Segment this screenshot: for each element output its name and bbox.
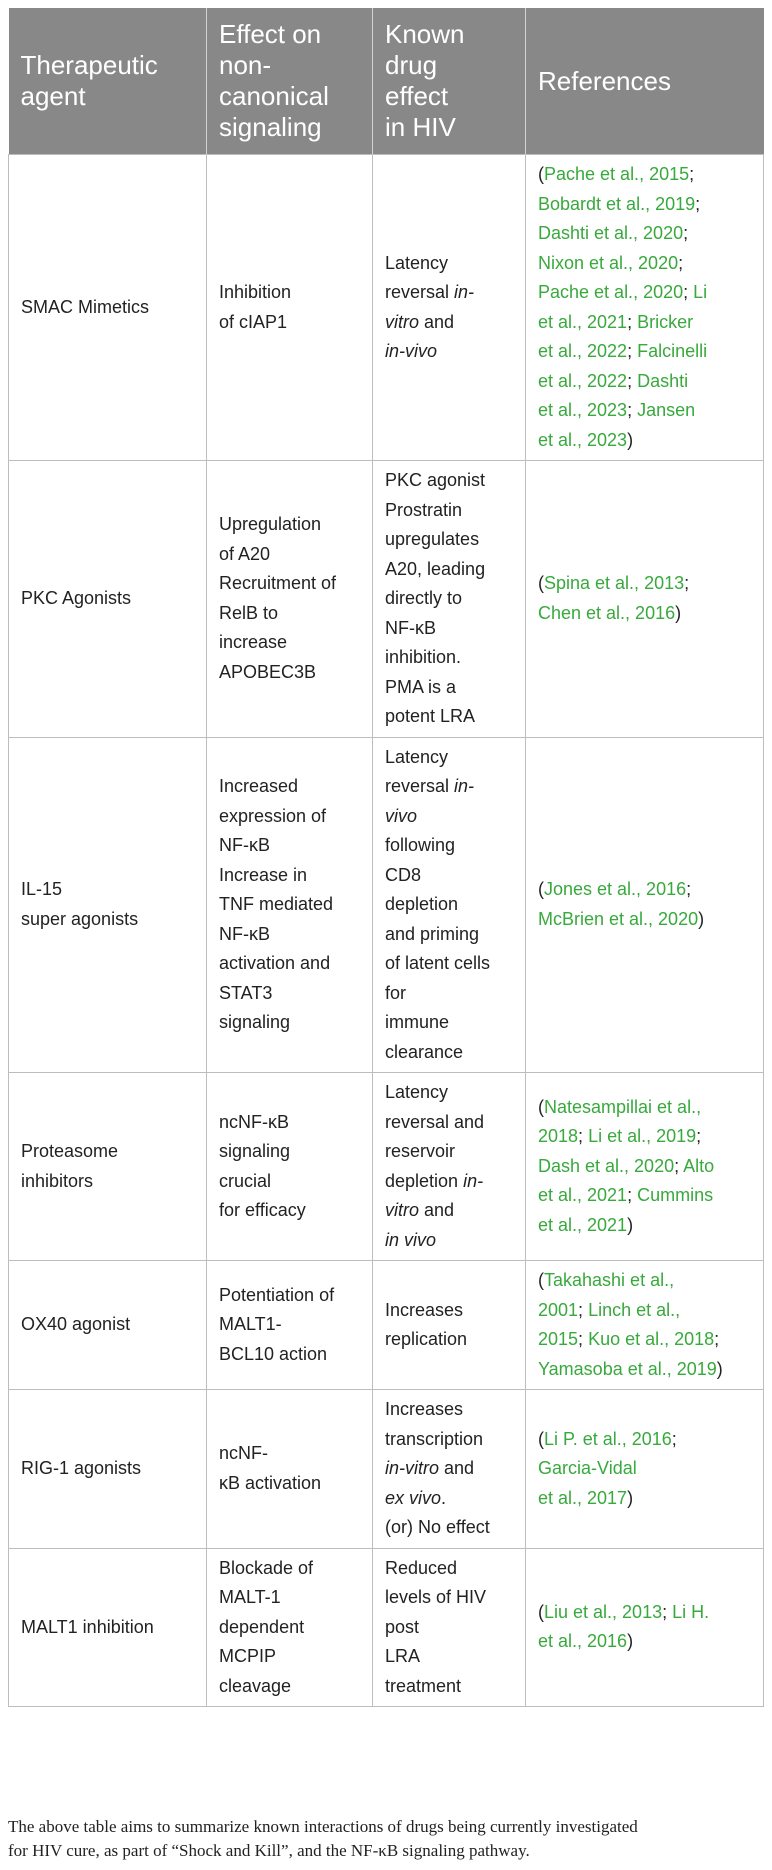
cell-references-line xyxy=(538,1355,751,1385)
reference-link[interactable]: Dashti xyxy=(637,370,689,391)
cell-drug-effect-line xyxy=(385,1454,513,1484)
cell-therapeutic-agent-line: MALT1 inhibition xyxy=(21,1616,154,1637)
reference-punctuation: ; xyxy=(686,879,692,900)
cell-drug-effect-line xyxy=(385,861,513,891)
table-row xyxy=(9,461,764,738)
cell-references xyxy=(526,155,764,461)
italic-text: ex vivo xyxy=(385,1487,442,1508)
cell-signaling-effect-line: of cIAP1 xyxy=(219,311,288,332)
reference-punctuation: ( xyxy=(538,879,544,900)
table-header-row xyxy=(9,8,764,155)
reference-link[interactable]: et al., 2022 xyxy=(538,370,628,391)
table-row xyxy=(9,1390,764,1549)
cell-drug-effect-line xyxy=(385,1137,513,1167)
cell-signaling-effect-line: Upregulation xyxy=(219,514,322,535)
cell-therapeutic-agent-line: inhibitors xyxy=(21,1170,94,1191)
cell-signaling-effect-line: κB activation xyxy=(219,1472,322,1493)
cell-drug-effect xyxy=(373,155,526,461)
cell-drug-effect-line xyxy=(385,1078,513,1108)
cell-text: levels of HIV xyxy=(385,1587,487,1607)
cell-drug-effect-line xyxy=(385,278,513,308)
cell-drug-effect-line xyxy=(385,496,513,526)
header-known-drug-effect: Known drug effect in HIV xyxy=(373,8,526,155)
cell-signaling-effect-line: dependent xyxy=(219,1616,305,1637)
cell-text: Latency xyxy=(385,252,449,273)
cell-references-line xyxy=(538,1296,751,1326)
cell-signaling-effect-line: ncNF- xyxy=(219,1443,268,1464)
cell-drug-effect-line xyxy=(385,308,513,338)
reference-punctuation: ( xyxy=(538,1601,544,1622)
cell-text: post xyxy=(385,1616,420,1637)
reference-punctuation: ; xyxy=(578,1299,589,1320)
italic-text: in- xyxy=(463,1170,484,1191)
cell-drug-effect-line xyxy=(385,525,513,555)
cell-signaling-effect-line: MALT1- xyxy=(219,1314,282,1335)
reference-punctuation: ) xyxy=(627,1214,634,1235)
cell-signaling-effect-line: NF-κB xyxy=(219,923,270,944)
cell-text: NF-κB xyxy=(385,617,436,638)
cell-text: Latency xyxy=(385,1082,449,1102)
cell-references-line xyxy=(538,367,751,397)
cell-drug-effect-line xyxy=(385,249,513,279)
cell-therapeutic-agent xyxy=(9,1548,207,1707)
cell-signaling-effect-line: of A20 xyxy=(219,543,271,564)
cell-signaling-effect-line: TNF mediated xyxy=(219,894,334,914)
cell-text: reservoir xyxy=(385,1141,456,1161)
cell-signaling-effect-line: RelB to xyxy=(219,602,279,623)
cell-therapeutic-agent-line: SMAC Mimetics xyxy=(21,296,150,317)
cell-text: reversal xyxy=(385,776,455,796)
reference-punctuation: ; xyxy=(695,193,701,214)
cell-drug-effect-line xyxy=(385,1425,513,1455)
cell-signaling-effect-line: Increased xyxy=(219,776,299,796)
cell-text: LRA xyxy=(385,1646,421,1666)
reference-link[interactable]: 2001 xyxy=(538,1299,579,1320)
reference-punctuation: ; xyxy=(627,1185,638,1206)
cell-text: CD8 xyxy=(385,864,422,885)
cell-text: treatment xyxy=(385,1675,462,1696)
italic-text: in-vitro xyxy=(385,1458,440,1478)
reference-link[interactable]: Kuo et al., 2018 xyxy=(588,1329,715,1349)
cell-drug-effect-line xyxy=(385,1513,513,1543)
reference-punctuation: ( xyxy=(538,1428,544,1449)
reference-link[interactable]: Pache et al., 2020 xyxy=(538,282,684,302)
cell-text: Increases xyxy=(385,1299,464,1320)
cell-therapeutic-agent-line: IL-15 xyxy=(21,879,63,900)
reference-punctuation: ; xyxy=(684,573,690,594)
reference-link[interactable]: Li P. et al., 2016 xyxy=(544,1428,672,1449)
cell-drug-effect xyxy=(373,461,526,738)
reference-punctuation: ) xyxy=(675,602,682,623)
reference-link[interactable]: Dashti et al., 2020 xyxy=(538,223,684,243)
cell-text: and xyxy=(439,1458,475,1478)
cell-references-line xyxy=(538,278,751,308)
cell-text: and xyxy=(419,311,455,332)
cell-text: clearance xyxy=(385,1041,464,1062)
reference-link[interactable]: Alto xyxy=(683,1155,715,1176)
cell-signaling-effect-line: Potentiation of xyxy=(219,1284,335,1305)
reference-link[interactable]: Li xyxy=(693,282,708,302)
cell-therapeutic-agent-line: Proteasome xyxy=(21,1141,119,1161)
cell-references xyxy=(526,461,764,738)
reference-link[interactable]: Jones et al., 2016 xyxy=(544,879,687,900)
cell-signaling-effect-line: Inhibition xyxy=(219,282,292,302)
cell-signaling-effect-line: signaling xyxy=(219,1141,291,1161)
reference-punctuation: ; xyxy=(662,1601,673,1622)
reference-punctuation: ( xyxy=(538,164,544,184)
cell-signaling-effect-line: increase xyxy=(219,632,288,653)
cell-references-line xyxy=(538,1122,751,1152)
cell-drug-effect-line xyxy=(385,673,513,703)
footnote-line: for HIV cure, as part of “Shock and Kill”, and the NF-κB signaling pathway. xyxy=(8,1841,530,1860)
cell-references-line xyxy=(538,308,751,338)
cell-text: Latency xyxy=(385,746,449,767)
reference-link[interactable]: Li et al., 2019 xyxy=(588,1126,697,1147)
reference-link[interactable]: Dash et al., 2020 xyxy=(538,1155,675,1176)
cell-drug-effect-line xyxy=(385,979,513,1009)
cell-drug-effect-line xyxy=(385,831,513,861)
cell-text: upregulates xyxy=(385,529,480,549)
reference-punctuation: ; xyxy=(683,223,689,243)
cell-text: replication xyxy=(385,1329,468,1349)
cell-signaling-effect-line: cleavage xyxy=(219,1675,292,1696)
reference-punctuation: ) xyxy=(627,1631,634,1652)
reference-punctuation: ) xyxy=(698,908,705,929)
reference-punctuation: ; xyxy=(689,164,695,184)
cell-drug-effect-line xyxy=(385,702,513,732)
cell-drug-effect-line xyxy=(385,1554,513,1584)
reference-punctuation: ; xyxy=(674,1155,684,1176)
cell-references-line xyxy=(538,1454,751,1484)
cell-text: and xyxy=(419,1200,455,1220)
cell-drug-effect xyxy=(373,1548,526,1707)
reference-link[interactable]: et al., 2023 xyxy=(538,400,628,420)
cell-drug-effect-line xyxy=(385,643,513,673)
cell-text: . xyxy=(441,1487,447,1508)
cell-references-line xyxy=(538,337,751,367)
italic-text: in vivo xyxy=(385,1229,437,1250)
cell-text: following xyxy=(385,835,456,855)
cell-text: immune xyxy=(385,1012,450,1032)
reference-link[interactable]: Bobardt et al., 2019 xyxy=(538,193,696,214)
cell-text: depletion xyxy=(385,1170,464,1191)
cell-signaling-effect-line: MCPIP xyxy=(219,1646,277,1666)
cell-signaling-effect xyxy=(207,1548,373,1707)
cell-signaling-effect-line: BCL10 action xyxy=(219,1343,328,1364)
italic-text: in- xyxy=(454,282,475,302)
header-therapeutic-agent: Therapeutic agent xyxy=(9,8,207,155)
cell-text: reversal xyxy=(385,282,455,302)
cell-drug-effect-line xyxy=(385,949,513,979)
reference-link[interactable]: Li H. xyxy=(672,1601,710,1622)
cell-signaling-effect-line: Recruitment of xyxy=(219,573,337,594)
cell-signaling-effect-line: APOBEC3B xyxy=(219,661,317,682)
cell-signaling-effect xyxy=(207,461,373,738)
cell-signaling-effect-line: NF-κB xyxy=(219,835,270,855)
cell-references-line xyxy=(538,1484,751,1514)
cell-text: potent LRA xyxy=(385,706,476,726)
italic-text: in- xyxy=(454,776,475,796)
reference-link[interactable]: Yamasoba et al., 2019 xyxy=(538,1358,717,1379)
reference-link[interactable]: et al., 2023 xyxy=(538,429,628,450)
cell-drug-effect-line xyxy=(385,1108,513,1138)
cell-references-line xyxy=(538,875,751,905)
table-footnote xyxy=(8,1815,768,1863)
reference-punctuation: ( xyxy=(538,573,544,594)
cell-text: transcription xyxy=(385,1428,484,1449)
cell-therapeutic-agent xyxy=(9,1261,207,1390)
reference-link[interactable]: Falcinelli xyxy=(637,341,708,361)
footnote-line: The above table aims to summarize known interactions of drugs being currently investigated xyxy=(8,1817,638,1836)
cell-drug-effect xyxy=(373,1390,526,1549)
cell-signaling-effect-line: MALT-1 xyxy=(219,1587,281,1607)
reference-link[interactable]: 2018 xyxy=(538,1126,579,1147)
cell-signaling-effect xyxy=(207,1073,373,1261)
cell-signaling-effect xyxy=(207,1261,373,1390)
table-row xyxy=(9,155,764,461)
cell-text: depletion xyxy=(385,894,459,914)
reference-punctuation: ; xyxy=(578,1126,589,1147)
header-references: References xyxy=(526,8,764,155)
cell-signaling-effect-line: expression of xyxy=(219,805,327,826)
reference-punctuation: ; xyxy=(696,1126,702,1147)
reference-punctuation: ; xyxy=(627,400,638,420)
cell-text: PKC agonist xyxy=(385,470,486,490)
reference-link[interactable]: 2015 xyxy=(538,1329,579,1349)
reference-link[interactable]: et al., 2017 xyxy=(538,1487,628,1508)
cell-therapeutic-agent-line: OX40 agonist xyxy=(21,1314,131,1335)
cell-text: of latent cells xyxy=(385,953,491,973)
cell-drug-effect xyxy=(373,1073,526,1261)
cell-therapeutic-agent-line: RIG-1 agonists xyxy=(21,1458,142,1478)
cell-drug-effect-line xyxy=(385,1296,513,1326)
reference-punctuation: ; xyxy=(627,311,638,332)
cell-drug-effect-line xyxy=(385,614,513,644)
cell-drug-effect-line xyxy=(385,584,513,614)
cell-references-line xyxy=(538,1181,751,1211)
cell-drug-effect-line xyxy=(385,555,513,585)
reference-link[interactable]: Garcia-Vidal xyxy=(538,1458,637,1478)
cell-therapeutic-agent xyxy=(9,1390,207,1549)
cell-drug-effect-line xyxy=(385,1613,513,1643)
cell-drug-effect-line xyxy=(385,1395,513,1425)
cell-drug-effect-line xyxy=(385,1038,513,1068)
cell-drug-effect-line xyxy=(385,1325,513,1355)
reference-link[interactable]: Pache et al., 2015 xyxy=(544,164,690,184)
reference-link[interactable]: et al., 2021 xyxy=(538,1185,628,1206)
cell-references xyxy=(526,737,764,1073)
reference-link[interactable]: Chen et al., 2016 xyxy=(538,602,676,623)
cell-references-line xyxy=(538,249,751,279)
cell-signaling-effect-line: Blockade of xyxy=(219,1557,314,1578)
cell-drug-effect-line xyxy=(385,743,513,773)
reference-link[interactable]: Spina et al., 2013 xyxy=(544,573,685,594)
cell-drug-effect-line xyxy=(385,1167,513,1197)
cell-drug-effect-line xyxy=(385,920,513,950)
cell-drug-effect-line xyxy=(385,337,513,367)
cell-signaling-effect-line: for efficacy xyxy=(219,1200,306,1220)
cell-text: A20, leading xyxy=(385,558,486,579)
cell-signaling-effect-line: STAT3 xyxy=(219,982,273,1003)
cell-signaling-effect xyxy=(207,737,373,1073)
reference-link[interactable]: et al., 2022 xyxy=(538,341,628,361)
cell-references xyxy=(526,1548,764,1707)
reference-punctuation: ) xyxy=(716,1358,723,1379)
cell-references-line xyxy=(538,1266,751,1296)
cell-signaling-effect-line: signaling xyxy=(219,1012,291,1032)
reference-punctuation: ; xyxy=(714,1329,720,1349)
cell-references-line xyxy=(538,905,751,935)
cell-references xyxy=(526,1261,764,1390)
reference-link[interactable]: Linch et al., xyxy=(588,1299,681,1320)
cell-references xyxy=(526,1390,764,1549)
cell-references-line xyxy=(538,396,751,426)
cell-text: and priming xyxy=(385,923,480,944)
cell-therapeutic-agent-line: PKC Agonists xyxy=(21,588,132,608)
drug-signaling-table xyxy=(8,8,764,1707)
cell-references-line xyxy=(538,1093,751,1123)
table-row xyxy=(9,737,764,1073)
cell-text: for xyxy=(385,982,407,1003)
reference-link[interactable]: Cummins xyxy=(637,1185,714,1206)
cell-references-line xyxy=(538,1211,751,1241)
cell-drug-effect-line xyxy=(385,1583,513,1613)
italic-text: in-vivo xyxy=(385,341,438,361)
cell-text: Prostratin xyxy=(385,499,463,520)
cell-text: PMA is a xyxy=(385,676,457,697)
reference-punctuation: ( xyxy=(538,1096,544,1117)
reference-link[interactable]: et al., 2016 xyxy=(538,1631,628,1652)
cell-drug-effect-line xyxy=(385,1672,513,1702)
reference-link[interactable]: Liu et al., 2013 xyxy=(544,1601,663,1622)
cell-signaling-effect-line: ncNF-κB xyxy=(219,1111,290,1132)
cell-text: Increases xyxy=(385,1399,464,1419)
cell-therapeutic-agent xyxy=(9,155,207,461)
cell-references-line xyxy=(538,1627,751,1657)
cell-references-line xyxy=(538,599,751,629)
cell-drug-effect-line xyxy=(385,1484,513,1514)
reference-punctuation: ; xyxy=(683,282,694,302)
cell-references-line xyxy=(538,190,751,220)
reference-punctuation: ; xyxy=(627,341,638,361)
cell-text: inhibition. xyxy=(385,647,462,667)
cell-signaling-effect-line: activation and xyxy=(219,953,331,973)
cell-drug-effect-line xyxy=(385,1008,513,1038)
reference-punctuation: ; xyxy=(627,370,638,391)
cell-drug-effect xyxy=(373,1261,526,1390)
cell-references-line xyxy=(538,219,751,249)
cell-drug-effect-line xyxy=(385,1642,513,1672)
cell-references-line xyxy=(538,160,751,190)
reference-link[interactable]: et al., 2021 xyxy=(538,1214,628,1235)
reference-punctuation: ; xyxy=(578,1329,589,1349)
cell-text: directly to xyxy=(385,588,463,608)
table-row xyxy=(9,1261,764,1390)
cell-drug-effect-line xyxy=(385,890,513,920)
cell-therapeutic-agent xyxy=(9,1073,207,1261)
table-row xyxy=(9,1548,764,1707)
cell-therapeutic-agent xyxy=(9,461,207,738)
reference-link[interactable]: Takahashi et al., xyxy=(544,1270,675,1290)
reference-punctuation: ) xyxy=(627,429,634,450)
italic-text: vivo xyxy=(385,805,418,826)
cell-signaling-effect-line: crucial xyxy=(219,1170,272,1191)
header-effect-on-signaling: Effect on non- canonical signaling xyxy=(207,8,373,155)
reference-link[interactable]: Nixon et al., 2020 xyxy=(538,252,679,273)
cell-references-line xyxy=(538,1598,751,1628)
reference-link[interactable]: Jansen xyxy=(637,400,696,420)
cell-text: (or) No effect xyxy=(385,1517,490,1537)
cell-references-line xyxy=(538,1325,751,1355)
italic-text: vitro xyxy=(385,1200,420,1220)
cell-references xyxy=(526,1073,764,1261)
cell-references-line xyxy=(538,1425,751,1455)
cell-references-line xyxy=(538,569,751,599)
cell-text: reversal and xyxy=(385,1111,485,1132)
reference-punctuation: ) xyxy=(627,1487,634,1508)
reference-punctuation: ; xyxy=(671,1428,677,1449)
reference-punctuation: ; xyxy=(678,252,684,273)
cell-signaling-effect xyxy=(207,155,373,461)
reference-link[interactable]: McBrien et al., 2020 xyxy=(538,908,699,929)
table-row xyxy=(9,1073,764,1261)
cell-drug-effect-line xyxy=(385,802,513,832)
cell-drug-effect xyxy=(373,737,526,1073)
reference-punctuation: ( xyxy=(538,1270,544,1290)
table-body xyxy=(9,155,764,1707)
cell-drug-effect-line xyxy=(385,772,513,802)
cell-drug-effect-line xyxy=(385,466,513,496)
cell-references-line xyxy=(538,1152,751,1182)
reference-link[interactable]: Natesampillai et al., xyxy=(544,1096,702,1117)
cell-text: Reduced xyxy=(385,1557,458,1578)
cell-signaling-effect xyxy=(207,1390,373,1549)
reference-link[interactable]: et al., 2021 xyxy=(538,311,628,332)
reference-link[interactable]: Bricker xyxy=(637,311,694,332)
cell-references-line xyxy=(538,426,751,456)
italic-text: vitro xyxy=(385,311,420,332)
cell-drug-effect-line xyxy=(385,1226,513,1256)
cell-signaling-effect-line: Increase in xyxy=(219,864,308,885)
cell-therapeutic-agent-line: super agonists xyxy=(21,908,139,929)
cell-therapeutic-agent xyxy=(9,737,207,1073)
cell-drug-effect-line xyxy=(385,1196,513,1226)
